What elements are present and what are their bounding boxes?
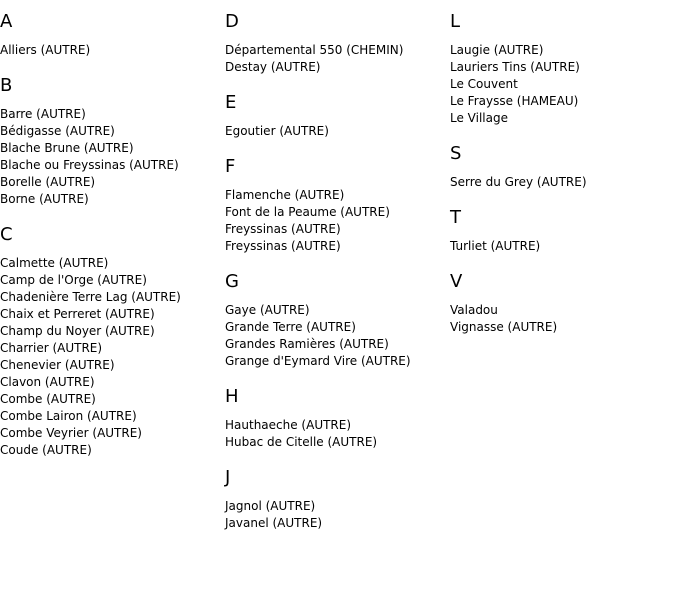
place-item: Egoutier (AUTRE): [225, 124, 329, 138]
place-item: Borne (AUTRE): [0, 192, 89, 206]
place-item: Champ du Noyer (AUTRE): [0, 324, 155, 338]
place-item: Flamenche (AUTRE): [225, 188, 345, 202]
letter-group: [225, 385, 447, 451]
place-item: Turliet (AUTRE): [450, 239, 541, 253]
place-list: [225, 123, 447, 140]
letter-heading: B: [0, 75, 13, 96]
letter-group: [225, 10, 447, 76]
place-item: Calmette (AUTRE): [0, 256, 109, 270]
letter-group: [225, 155, 447, 255]
place-item: Grange d'Eymard Vire (AUTRE): [225, 354, 411, 368]
place-item: Serre du Grey (AUTRE): [450, 175, 587, 189]
place-list: [225, 302, 447, 370]
place-item: Alliers (AUTRE): [0, 43, 91, 57]
letter-group: [225, 270, 447, 370]
place-item: Bédigasse (AUTRE): [0, 124, 115, 138]
place-item: Clavon (AUTRE): [0, 375, 95, 389]
place-item: Freyssinas (AUTRE): [225, 239, 341, 253]
letter-heading: G: [225, 271, 239, 292]
place-list: [0, 255, 222, 459]
place-item: Hubac de Citelle (AUTRE): [225, 435, 378, 449]
place-item: Camp de l'Orge (AUTRE): [0, 273, 147, 287]
place-item: Destay (AUTRE): [225, 60, 321, 74]
place-list: [450, 302, 672, 336]
letter-group: [450, 142, 672, 191]
letter-heading: H: [225, 386, 239, 407]
letter-group: [450, 270, 672, 336]
letter-heading: L: [450, 11, 461, 32]
letter-heading: S: [450, 143, 462, 164]
place-item: Combe (AUTRE): [0, 392, 96, 406]
letter-group: [0, 223, 222, 459]
place-item: Blache Brune (AUTRE): [0, 141, 134, 155]
place-item: Blache ou Freyssinas (AUTRE): [0, 158, 179, 172]
place-item: Hauthaeche (AUTRE): [225, 418, 352, 432]
letter-heading: F: [225, 156, 236, 177]
letter-heading: V: [450, 271, 463, 292]
place-item: Jagnol (AUTRE): [225, 499, 316, 513]
letter-heading: A: [0, 11, 13, 32]
place-item: Borelle (AUTRE): [0, 175, 96, 189]
place-item: Combe Lairon (AUTRE): [0, 409, 137, 423]
place-list: [225, 498, 447, 532]
place-item: Grande Terre (AUTRE): [225, 320, 356, 334]
place-list: [450, 238, 672, 255]
index-column: [0, 10, 222, 474]
place-list: [225, 42, 447, 76]
letter-group: [0, 74, 222, 208]
place-item: Chenevier (AUTRE): [0, 358, 115, 372]
letter-group: [450, 10, 672, 127]
letter-group: [0, 10, 222, 59]
place-item: Départemental 550 (CHEMIN): [225, 43, 404, 57]
letter-heading: J: [225, 467, 231, 488]
index-column: [225, 10, 447, 547]
place-item: Gaye (AUTRE): [225, 303, 310, 317]
letter-heading: T: [450, 207, 461, 228]
place-item: Grandes Ramières (AUTRE): [225, 337, 389, 351]
letter-heading: D: [225, 11, 239, 32]
place-item: Le Village: [450, 111, 508, 125]
index-column: [450, 10, 672, 351]
place-item: Combe Veyrier (AUTRE): [0, 426, 142, 440]
place-item: Valadou: [450, 303, 498, 317]
place-item: Font de la Peaume (AUTRE): [225, 205, 390, 219]
place-list: [450, 174, 672, 191]
place-list: [450, 42, 672, 127]
place-item: Javanel (AUTRE): [225, 516, 323, 530]
place-item: Le Couvent: [450, 77, 518, 91]
place-item: Vignasse (AUTRE): [450, 320, 558, 334]
place-list: [0, 106, 222, 208]
place-item: Coude (AUTRE): [0, 443, 92, 457]
place-list: [225, 187, 447, 255]
letter-group: [450, 206, 672, 255]
place-item: Lauriers Tins (AUTRE): [450, 60, 580, 74]
place-item: Le Fraysse (HAMEAU): [450, 94, 579, 108]
place-item: Freyssinas (AUTRE): [225, 222, 341, 236]
place-item: Laugie (AUTRE): [450, 43, 544, 57]
place-item: Chaix et Perreret (AUTRE): [0, 307, 155, 321]
place-list: [225, 417, 447, 451]
place-item: Charrier (AUTRE): [0, 341, 103, 355]
place-item: Barre (AUTRE): [0, 107, 86, 121]
letter-group: [225, 466, 447, 532]
place-list: [0, 42, 222, 59]
letter-heading: C: [0, 224, 13, 245]
place-item: Chadenière Terre Lag (AUTRE): [0, 290, 181, 304]
letter-heading: E: [225, 92, 237, 113]
letter-group: [225, 91, 447, 140]
